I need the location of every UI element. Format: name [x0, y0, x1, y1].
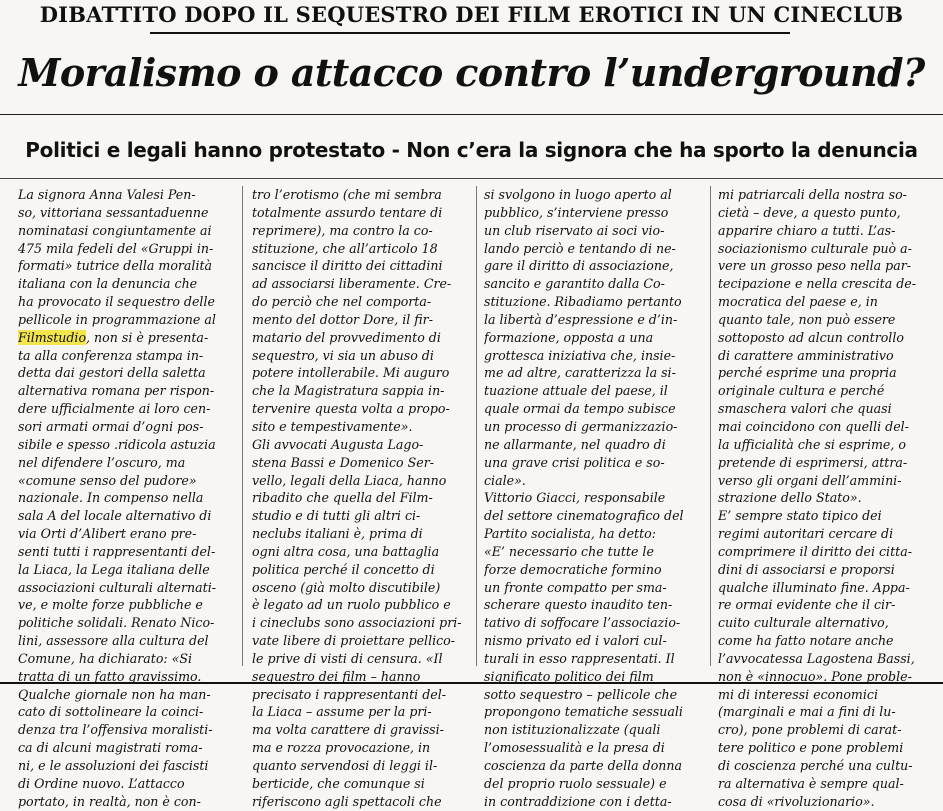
text-line: quanto tale, non può essere	[718, 311, 896, 327]
text-line: detta dai gestori della saletta	[18, 365, 206, 381]
text-line: ve, e molte forze pubbliche e	[18, 597, 203, 613]
text-line: tuazione attuale del paese, il	[484, 383, 668, 399]
text-line: quale ormai da tempo subisce	[484, 401, 676, 417]
text-line: Gli avvocati Augusta Lago-	[252, 436, 424, 452]
article-column-3	[484, 186, 702, 811]
text-line: la Liaca – assume per la pri-	[252, 704, 432, 720]
text-line: pubblico, s’interviene presso	[484, 204, 669, 220]
text-line: tecipazione e nella crescita de-	[718, 276, 916, 292]
text-line: cato di sottolineare la coinci-	[18, 704, 204, 720]
text-line: strazione dello Stato».	[718, 490, 862, 506]
text-line: ribadito che quella del Film-	[252, 490, 433, 506]
text-line: stena Bassi e Domenico Ser-	[252, 454, 434, 470]
text-line: come ha fatto notare anche	[718, 633, 894, 649]
text-line: sibile e spesso .ridicola astuzia	[18, 436, 216, 452]
text-line: mocratica del paese e, in	[718, 294, 878, 310]
article-column-4	[718, 186, 936, 811]
text-line: non è «innocuo». Pone proble-	[718, 668, 912, 684]
text-line: l’omosessualità e la presa di	[484, 740, 665, 756]
text-line: del settore cinematografico del	[484, 508, 684, 524]
subheadline-rule	[0, 178, 943, 179]
text-line: ma e rozza provocazione, in	[252, 740, 431, 756]
text-line: do perciò che nel comporta-	[252, 294, 432, 310]
text-line: perché esprime una propria	[718, 365, 897, 381]
text-line: sottoposto ad alcun controllo	[718, 329, 904, 345]
text-line: tere politico e pone problemi	[718, 740, 904, 756]
text-line: cietà – deve, a questo punto,	[718, 204, 901, 220]
text-line: verso gli organi dell’ammini-	[718, 472, 902, 488]
text-line: si svolgono in luogo aperto al	[484, 187, 672, 202]
text-line: mento del dottor Dore, il fir-	[252, 311, 433, 327]
text-line: Comune, ha dichiarato: «Si	[18, 650, 193, 666]
text-line: sala A del locale alternativo di	[18, 508, 212, 524]
text-line: Partito socialista, ha detto:	[484, 526, 656, 542]
text-line: sancito e garantito dalla Co-	[484, 276, 665, 292]
text-line: cuito culturale alternativo,	[718, 615, 889, 631]
text-line: sito e tempestivamente».	[252, 418, 413, 434]
text-line: mai coincidono con quelli del-	[718, 418, 909, 434]
text-line: sotto sequestro – pellicole che	[484, 686, 678, 702]
text-line: politiche solidali. Renato Nico-	[18, 615, 215, 631]
text-line: le prive di visti di censura. «Il	[252, 650, 443, 666]
text-line: propongono tematiche sessuali	[484, 704, 683, 720]
text-line: studio e di tutti gli altri ci-	[252, 508, 421, 524]
text-line: (marginali e mai a fini di lu-	[718, 704, 896, 720]
text-line: una grave crisi politica e so-	[484, 454, 665, 470]
text-line: ha provocato il sequestro delle	[18, 294, 215, 310]
text-line: tativo di soffocare l’associazio-	[484, 615, 681, 631]
text-line: via Orti d’Alibert erano pre-	[18, 526, 197, 542]
text-line: vello, legali della Liaca, hanno	[252, 472, 447, 488]
text-line: vate libere di proiettare pellico-	[252, 633, 456, 649]
text-line: tratta di un fatto gravissimo.	[18, 668, 202, 684]
text-line: la libertà d’espressione e d’in-	[484, 311, 678, 327]
column-divider	[242, 186, 243, 666]
text-line: portato, in realtà, non è con-	[18, 793, 201, 809]
text-line: non istituzionalizzate (quali	[484, 722, 661, 738]
text-line: gare il diritto di associazione,	[484, 258, 674, 274]
column-divider	[710, 186, 711, 666]
text-line: ciale».	[484, 472, 526, 488]
text-line: sancisce il diritto dei cittadini	[252, 258, 443, 274]
text-line: reprimere), ma contro la co-	[252, 222, 433, 238]
text-line: un club riservato ai soci vio-	[484, 222, 665, 238]
text-line: quanto servendosi di leggi il-	[252, 758, 438, 773]
text-line: del proprio ruolo sessuale) e	[484, 775, 667, 791]
text-line: osceno (già molto discutibile)	[252, 579, 441, 595]
text-line: l’avvocatessa Lagostena Bassi,	[718, 650, 915, 666]
text-line: tervenire questa volta a propo-	[252, 401, 450, 417]
text-line: tro l’erotismo (che mi sembra	[252, 187, 442, 202]
kicker-rule	[150, 32, 790, 34]
text-line: senti tutti i rappresentanti del-	[18, 543, 216, 559]
article-column-2	[252, 186, 470, 811]
column-divider	[476, 186, 477, 666]
text-line: stituzione, che all’articolo 18	[252, 240, 438, 256]
text-line: matario del provvedimento di	[252, 329, 441, 345]
text-line: regimi autoritari cercare di	[718, 526, 894, 542]
text-line: «E’ necessario che tutte le	[484, 543, 654, 559]
text-line: Vittorio Giacci, responsabile	[484, 490, 666, 506]
text-line: nazionale. In compenso nella	[18, 490, 204, 506]
text-line: sociazionismo culturale può a-	[718, 240, 912, 256]
text-line: associazioni culturali alternati-	[18, 579, 216, 595]
text-line: neclubs italiani è, prima di	[252, 526, 423, 542]
text-line: sequestro, vi sia un abuso di	[252, 347, 434, 363]
text-line: forze democratiche formino	[484, 561, 662, 577]
text-line: totalmente assurdo tentare di	[252, 204, 443, 220]
text-line: che la Magistratura sappia in-	[252, 383, 445, 399]
text-line: potere intollerabile. Mi auguro	[252, 365, 450, 381]
kicker: DIBATTITO DOPO IL SEQUESTRO DEI FILM EROTICI IN UN CINECLUB	[39, 2, 904, 27]
text-line: Filmstudio, non si è presenta-	[18, 329, 209, 345]
text-line: Qualche giornale non ha man-	[18, 686, 211, 702]
text-line: di coscienza perché una cultu-	[718, 758, 913, 773]
text-line: comprimere il diritto dei citta-	[718, 543, 912, 559]
text-line: ne allarmante, nel quadro di	[484, 436, 666, 452]
text-line: precisato i rappresentanti del-	[252, 686, 446, 702]
text-line: un fronte compatto per sma-	[484, 579, 667, 595]
text-line: è legato ad un ruolo pubblico e	[252, 597, 451, 613]
text-line: sequestro dei film – hanno	[252, 668, 421, 684]
text-line: qualche illuminato fine. Appa-	[718, 579, 910, 595]
text-line: so, vittoriana sessantaduenne	[18, 204, 209, 220]
subheadline: Politici e legali hanno protestato - Non c’era la signora che ha sporto la denuncia	[25, 138, 918, 162]
text-line: in contraddizione con i detta-	[484, 793, 672, 809]
text-line: La signora Anna Valesi Pen-	[18, 187, 196, 202]
text-line: ni, e le assoluzioni dei fascisti	[18, 758, 209, 773]
text-line: nismo privato ed i valori cul-	[484, 633, 667, 649]
text-line: stituzione. Ribadiamo pertanto	[484, 294, 682, 310]
bottom-rule	[0, 682, 943, 684]
text-line: ca di alcuni magistrati roma-	[18, 740, 203, 756]
text-line: dini di associarsi e proporsi	[718, 561, 895, 577]
text-line: ra alternativa è sempre qual-	[718, 775, 904, 791]
text-line: lando perciò e tentando di ne-	[484, 240, 676, 256]
article-column-1	[18, 186, 236, 811]
text-line: formazione, opposta a una	[484, 329, 654, 345]
text-line: lini, assessore alla cultura del	[18, 633, 209, 649]
text-line: i cineclubs sono associazioni pri-	[252, 615, 462, 631]
text-line: mi di interessi economici	[718, 686, 878, 702]
text-line: alternativa romana per rispon-	[18, 383, 215, 399]
text-line: la Liaca, la Lega italiana delle	[18, 561, 210, 577]
text-line: nominatasi congiuntamente ai	[18, 222, 212, 238]
text-line: me ad altre, caratterizza la si-	[484, 365, 676, 381]
text-line: cosa di «rivoluzionario».	[718, 793, 875, 809]
text-line: re ormai evidente che il cir-	[718, 597, 896, 613]
text-line: la ufficialità che si esprime, o	[718, 436, 906, 452]
text-line: pellicole in programmazione al	[18, 311, 216, 327]
text-line: significato politico dei film	[484, 668, 654, 684]
text-line: 475 mila fedeli del «Gruppi in-	[18, 240, 214, 256]
text-line: berticide, che comunque si	[252, 775, 425, 791]
text-line: ma volta carattere di gravissi-	[252, 722, 444, 738]
text-line: pretende di esprimersi, attra-	[718, 454, 908, 470]
text-line: grottesca iniziativa che, insie-	[484, 347, 676, 363]
text-line: politica perché il concetto di	[252, 561, 435, 577]
text-line: nel difendere l’oscuro, ma	[18, 454, 186, 470]
text-line: di carattere amministrativo	[718, 347, 894, 363]
text-line: coscienza da parte della donna	[484, 758, 683, 773]
highlighted-word: Filmstudio	[18, 329, 87, 345]
text-line: riferiscono agli spettacoli che	[252, 793, 442, 809]
text-line: scherare questo inaudito ten-	[484, 597, 673, 613]
text-line: ogni altra cosa, una battaglia	[252, 543, 440, 559]
text-line: sori armati ormai d’ogni pos-	[18, 418, 204, 434]
text-line: denza tra l’offensiva moralisti-	[18, 722, 213, 738]
text-line: apparire chiaro a tutti. L’as-	[718, 222, 896, 238]
text-line: un processo di germanizzazio-	[484, 418, 678, 434]
text-line: mi patriarcali della nostra so-	[718, 187, 907, 202]
headline: Moralismo o attacco contro l’underground?	[18, 50, 925, 95]
text-line: formati» tutrice della moralità	[18, 258, 213, 274]
text-line: dere ufficialmente ai loro cen-	[18, 401, 211, 417]
text-line: E’ sempre stato tipico dei	[718, 508, 882, 524]
text-line: di Ordine nuovo. L’attacco	[18, 775, 185, 791]
headline-rule	[0, 114, 943, 115]
text-line: smaschera valori che quasi	[718, 401, 892, 417]
text-line: cro), pone problemi di carat-	[718, 722, 902, 738]
text-line: originale cultura e perché	[718, 383, 885, 399]
text-line: «comune senso del pudore»	[18, 472, 197, 488]
text-line: ta alla conferenza stampa in-	[18, 347, 204, 363]
text-line: vere un grosso peso nella par-	[718, 258, 911, 274]
text-line: italiana con la denuncia che	[18, 276, 198, 292]
text-line: turali in esso rappresentati. Il	[484, 650, 675, 666]
text-line: ad associarsi liberamente. Cre-	[252, 276, 452, 292]
